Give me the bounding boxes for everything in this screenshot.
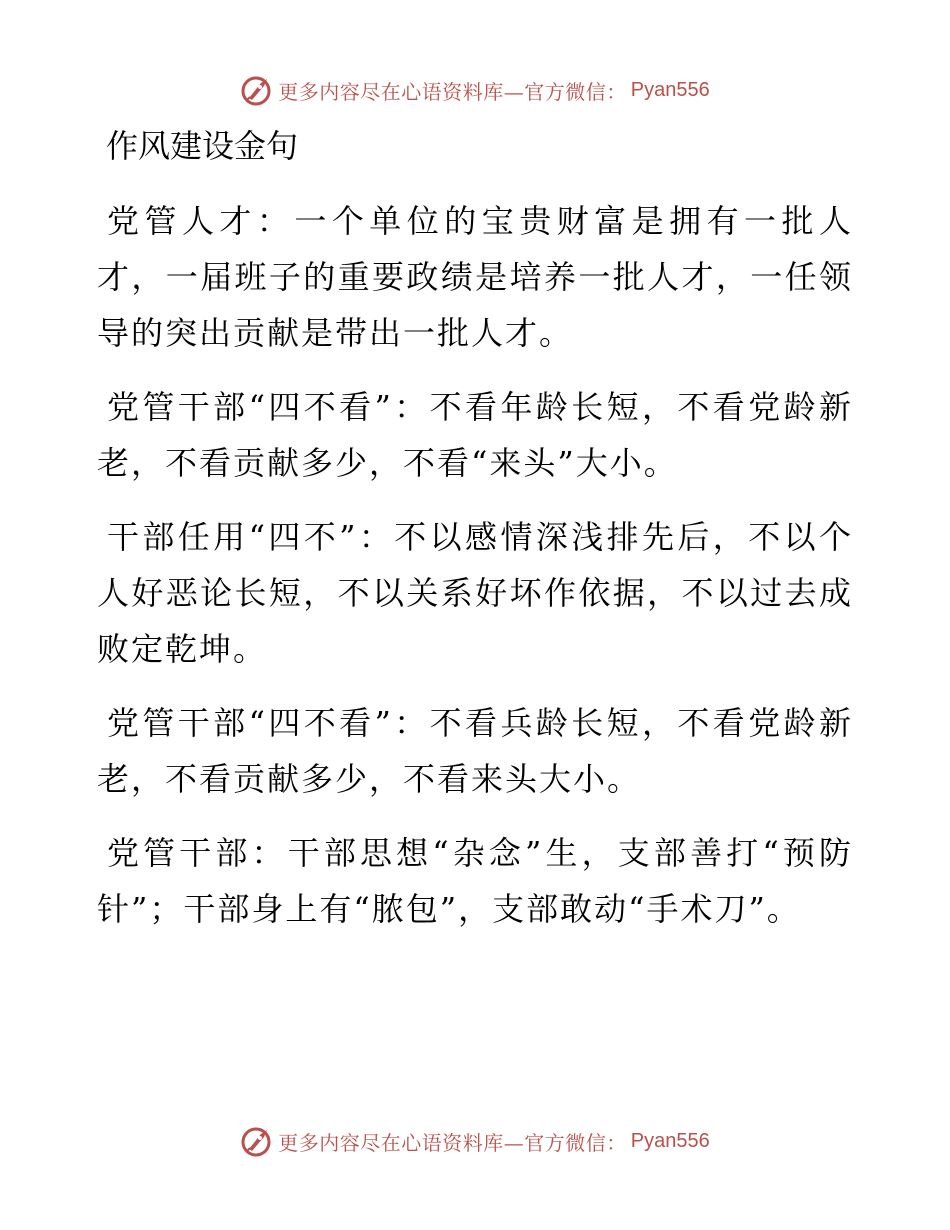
paragraph: 党管干部“四不看”：不看兵龄长短，不看党龄新老，不看贡献多少，不看来头大小。 [97, 704, 853, 798]
document-body [97, 193, 853, 955]
pen-nib-logo-icon [240, 73, 274, 107]
pen-nib-logo-icon [240, 1124, 274, 1158]
header-watermark [0, 70, 950, 110]
watermark-wechat-id: Pyan556 [630, 1129, 710, 1152]
paragraph: 党管人才：一个单位的宝贵财富是拥有一批人才，一届班子的重要政绩是培养一批人才，一任领导的突出贡献是带出一批人才。 [97, 202, 853, 352]
footer-watermark [0, 1121, 950, 1161]
watermark-text: 更多内容尽在心语资料库—官方微信： [278, 79, 627, 104]
document-title: 作风建设金句 [106, 127, 299, 165]
paragraph: 党管干部“四不看”：不看年龄长短，不看党龄新老，不看贡献多少，不看“来头”大小。 [97, 388, 853, 482]
paragraph: 干部任用“四不”：不以感情深浅排先后，不以个人好恶论长短，不以关系好坏作依据，不以过去成败定乾坤。 [97, 518, 853, 668]
watermark-text: 更多内容尽在心语资料库—官方微信： [278, 1130, 627, 1155]
paragraph: 党管干部：干部思想“杂念”生，支部善打“预防针”；干部身上有“脓包”，支部敢动“手术刀”。 [97, 834, 853, 928]
watermark-wechat-id: Pyan556 [630, 78, 710, 101]
